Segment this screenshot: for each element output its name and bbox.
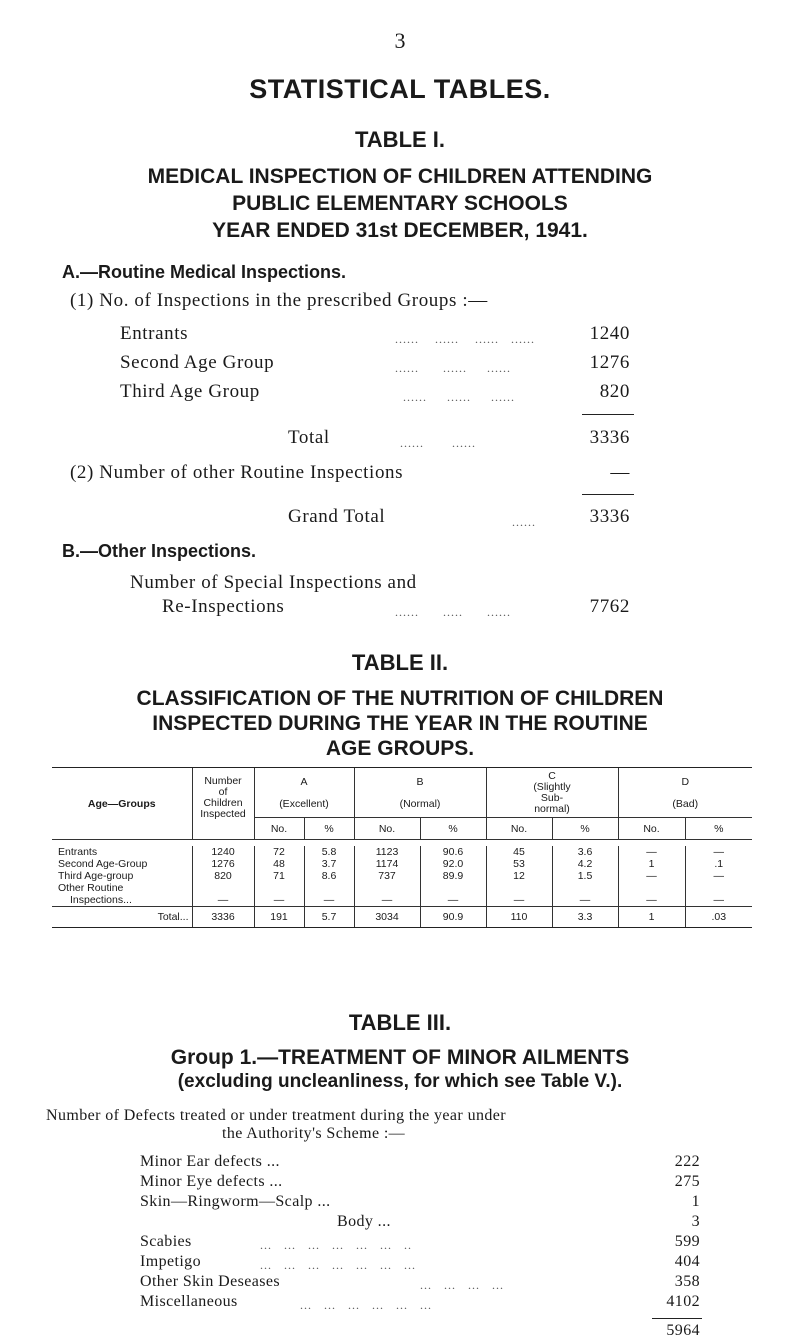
second-age-group-label: Second Age Group [120, 352, 275, 373]
group-a-header [254, 768, 354, 818]
cell: 1 [618, 907, 685, 928]
table2-subtitle-line1: CLASSIFICATION OF THE NUTRITION OF CHILDREN [136, 687, 664, 710]
cell: — [685, 894, 752, 907]
cell: 1240 [192, 846, 254, 858]
cell: 90.6 [420, 846, 486, 858]
row-label: Third Age-group [58, 870, 134, 882]
c-no-header: No. [486, 818, 552, 840]
ringworm-body-value: 3 [691, 1213, 700, 1230]
third-age-group-value: 820 [599, 381, 630, 402]
number-inspected-header [192, 768, 254, 840]
row-label: Total... [52, 907, 192, 928]
group-c-header [486, 768, 618, 818]
table-row [52, 858, 752, 870]
group-b-letter: B [416, 775, 424, 788]
table1-subtitle-line1: MEDICAL INSPECTION OF CHILDREN ATTENDING [147, 165, 653, 188]
group-d-letter: D [681, 775, 690, 788]
cell: 48 [254, 858, 304, 870]
cell: — [354, 894, 420, 907]
row-label: Entrants [58, 846, 98, 858]
leader-dots: ... ... ... ... ... ... .. [260, 1238, 412, 1252]
nutrition-classification-table [52, 767, 752, 928]
miscellaneous-value: 4102 [666, 1293, 700, 1310]
table3-intro-line1: Number of Defects treated or under treatment during the year under [46, 1107, 506, 1124]
minor-eye-value: 275 [674, 1173, 700, 1190]
inspections-groups-label: (1) No. of Inspections in the prescribed Groups :— [70, 290, 488, 311]
table3-title: TABLE III. [348, 1010, 452, 1035]
cell: 1276 [192, 858, 254, 870]
group-d-desc: (Bad) [672, 797, 699, 810]
ringworm-scalp-value: 1 [691, 1193, 700, 1210]
cell: — [618, 894, 685, 907]
table-row [52, 846, 752, 858]
other-skin-label: Other Skin Deseases [140, 1273, 281, 1290]
group-c-desc-line2: Sub- [540, 791, 564, 804]
a-no-header: No. [254, 818, 304, 840]
table2-title: TABLE II. [351, 650, 449, 675]
d-no-header: No. [618, 818, 685, 840]
total-value: 3336 [589, 427, 630, 448]
cell: 3336 [192, 907, 254, 928]
table2-subtitle-line3: AGE GROUPS. [325, 737, 475, 760]
minor-eye-label: Minor Eye defects ... [140, 1173, 283, 1190]
scabies-label: Scabies [140, 1233, 192, 1250]
ringworm-scalp-label: Skin—Ringworm—Scalp ... [140, 1193, 331, 1210]
cell: — [618, 846, 685, 858]
number-header-line1: Number [204, 775, 242, 787]
group-c-desc-line3: normal) [534, 802, 570, 815]
third-age-group-label: Third Age Group [120, 381, 260, 402]
group-a-desc: (Excellent) [279, 797, 329, 810]
b-pct-header: % [420, 818, 486, 840]
table3-subtitle-line2: (excluding uncleanliness, for which see Table V.). [177, 1071, 623, 1092]
row-label: Inspections... [70, 894, 132, 906]
cell: 8.6 [304, 870, 354, 882]
cell: 1123 [354, 846, 420, 858]
cell: — [304, 894, 354, 907]
cell: — [420, 894, 486, 907]
leader-dots: ...... ..... ...... [395, 605, 511, 619]
sum-rule [582, 494, 634, 495]
group-d-header [618, 768, 752, 818]
leader-dots: ... ... ... ... [420, 1278, 504, 1292]
cell: — [192, 894, 254, 907]
cell: 191 [254, 907, 304, 928]
total-label: Total [288, 427, 330, 448]
group-c-desc-line1: (Slightly [533, 780, 571, 793]
group-b-header [354, 768, 486, 818]
leader-dots: ...... ...... ...... ...... [395, 332, 535, 346]
sum-rule [652, 1318, 702, 1319]
cell: 53 [486, 858, 552, 870]
cell: 90.9 [420, 907, 486, 928]
table3-subtitle-line1: Group 1.—TREATMENT OF MINOR AILMENTS [170, 1046, 630, 1069]
number-header-line2: of [218, 786, 228, 798]
section-a-heading: A.—Routine Medical Inspections. [62, 262, 347, 282]
table3-total-value: 5964 [666, 1322, 700, 1339]
cell: 5.8 [304, 846, 354, 858]
table-row [52, 882, 752, 894]
other-routine-label: (2) Number of other Routine Inspections [70, 462, 404, 483]
page-number: 3 [394, 28, 406, 53]
table1-title: TABLE I. [354, 127, 446, 152]
cell: 5.7 [304, 907, 354, 928]
group-b-desc: (Normal) [399, 797, 441, 810]
cell: — [486, 894, 552, 907]
cell: 72 [254, 846, 304, 858]
page-heading: STATISTICAL TABLES. [249, 74, 551, 104]
cell: 45 [486, 846, 552, 858]
sum-rule [582, 414, 634, 415]
other-routine-value: — [610, 462, 630, 483]
second-age-group-value: 1276 [589, 352, 630, 373]
ringworm-body-label: Body ... [337, 1213, 391, 1230]
cell: 1174 [354, 858, 420, 870]
number-header-line4: Inspected [200, 808, 246, 820]
special-inspections-label-line2: Re-Inspections [162, 596, 285, 617]
cell: 3.3 [552, 907, 618, 928]
table-total-row [52, 907, 752, 928]
cell: .1 [685, 858, 752, 870]
d-pct-header: % [685, 818, 752, 840]
cell: 1 [618, 858, 685, 870]
special-inspections-value: 7762 [589, 596, 630, 617]
grand-total-value: 3336 [589, 506, 630, 527]
cell: 110 [486, 907, 552, 928]
cell: — [618, 870, 685, 882]
cell: — [685, 870, 752, 882]
cell: — [254, 894, 304, 907]
table-row [52, 870, 752, 882]
cell: 89.9 [420, 870, 486, 882]
minor-ear-label: Minor Ear defects ... [140, 1153, 280, 1170]
cell: — [552, 894, 618, 907]
impetigo-value: 404 [674, 1253, 700, 1270]
number-header-line3: Children [203, 797, 243, 809]
a-pct-header: % [304, 818, 354, 840]
minor-ear-value: 222 [674, 1153, 700, 1170]
leader-dots: ...... ...... [400, 436, 476, 450]
b-no-header: No. [354, 818, 420, 840]
leader-dots: ... ... ... ... ... ... ... [260, 1258, 416, 1272]
grand-total-label: Grand Total [288, 506, 386, 527]
cell: — [685, 846, 752, 858]
table2-subtitle-line2: INSPECTED DURING THE YEAR IN THE ROUTINE [152, 712, 648, 735]
cell: 1.5 [552, 870, 618, 882]
other-skin-value: 358 [674, 1273, 700, 1290]
leader-dots: ...... [512, 515, 536, 529]
cell: 71 [254, 870, 304, 882]
table1-subtitle-line3: YEAR ENDED 31st DECEMBER, 1941. [212, 219, 588, 242]
group-a-letter: A [300, 775, 308, 788]
table3-intro-line2: the Authority's Scheme :— [222, 1125, 406, 1142]
leader-dots: ...... ...... ...... [395, 390, 515, 404]
cell: 92.0 [420, 858, 486, 870]
section-b-heading: B.—Other Inspections. [62, 541, 257, 561]
cell: .03 [685, 907, 752, 928]
cell: 12 [486, 870, 552, 882]
special-inspections-label-line1: Number of Special Inspections and [130, 572, 417, 593]
group-c-letter: C [548, 769, 556, 782]
impetigo-label: Impetigo [140, 1253, 201, 1270]
cell: 3.6 [552, 846, 618, 858]
c-pct-header: % [552, 818, 618, 840]
age-groups-header: Age—Groups [52, 768, 192, 840]
leader-dots: ... ... ... ... ... ... [300, 1298, 432, 1312]
cell: 737 [354, 870, 420, 882]
cell: 3034 [354, 907, 420, 928]
entrants-value: 1240 [589, 323, 630, 344]
row-label: Other Routine [58, 882, 124, 894]
table1-subtitle-line2: PUBLIC ELEMENTARY SCHOOLS [232, 192, 568, 215]
scabies-value: 599 [674, 1233, 700, 1250]
table-row [52, 894, 752, 907]
entrants-label: Entrants [120, 323, 189, 344]
cell: 820 [192, 870, 254, 882]
row-label: Second Age-Group [58, 858, 148, 870]
cell: 4.2 [552, 858, 618, 870]
leader-dots: ...... ...... ...... [395, 361, 511, 375]
cell: 3.7 [304, 858, 354, 870]
miscellaneous-label: Miscellaneous [140, 1293, 238, 1310]
